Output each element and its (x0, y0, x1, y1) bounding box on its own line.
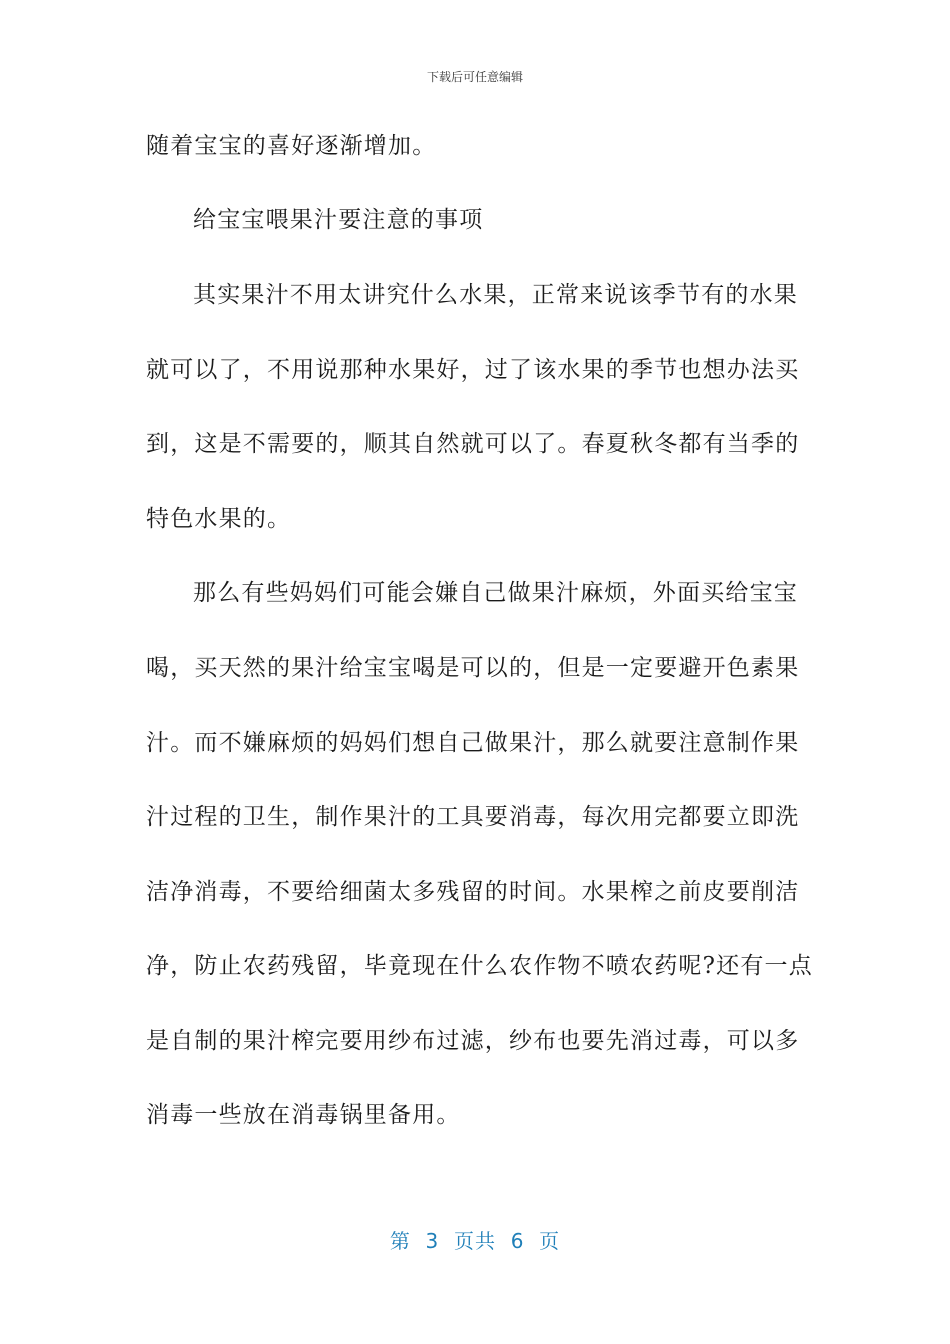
text-line: 汁过程的卫生，制作果汁的工具要消毒，每次用完都要立即洗 (146, 804, 800, 830)
text-line: 随着宝宝的喜好逐渐增加。 (146, 133, 437, 159)
section-heading: 给宝宝喂果汁要注意的事项 (193, 207, 484, 233)
text-line: 喝，买天然的果汁给宝宝喝是可以的，但是一定要避开色素果 (146, 655, 800, 681)
text-line: 就可以了，不用说那种水果好，过了该水果的季节也想办法买 (146, 357, 800, 383)
text-line: 特色水果的。 (146, 506, 292, 532)
text-line: 是自制的果汁榨完要用纱布过滤，纱布也要先消过毒，可以多 (146, 1028, 800, 1054)
text-line: 洁净消毒，不要给细菌太多残留的时间。水果榨之前皮要削洁 (146, 879, 800, 905)
text-line: 消毒一些放在消毒锅里备用。 (146, 1102, 461, 1128)
page-number-footer: 第 3 页共 6 页 (389, 1229, 561, 1253)
text-line: 到，这是不需要的，顺其自然就可以了。春夏秋冬都有当季的 (146, 431, 800, 457)
header-note: 下载后可任意编辑 (426, 70, 523, 84)
text-line: 那么有些妈妈们可能会嫌自己做果汁麻烦，外面买给宝宝 (193, 580, 798, 606)
text-line: 汁。而不嫌麻烦的妈妈们想自己做果汁，那么就要注意制作果 (146, 730, 800, 756)
text-line: 其实果汁不用太讲究什么水果，正常来说该季节有的水果 (193, 282, 798, 308)
text-line: 净，防止农药残留，毕竟现在什么农作物不喷农药呢?还有一点 (146, 953, 813, 979)
